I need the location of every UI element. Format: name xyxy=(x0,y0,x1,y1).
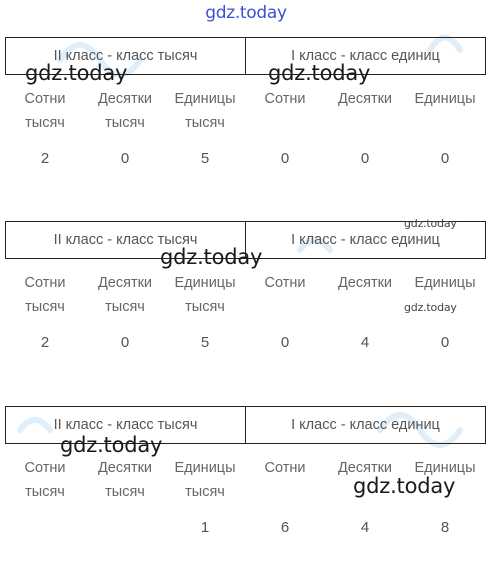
digit-cell: 0 xyxy=(120,150,130,167)
digit-cell: 2 xyxy=(40,150,50,167)
rank-label: Единицы тысяч xyxy=(174,91,236,131)
watermark-text: gdz.today xyxy=(353,474,456,498)
watermark-text: gdz.today xyxy=(60,433,163,457)
class-units-header: I класс - класс единиц xyxy=(245,38,485,74)
class-units-header: I класс - класс единиц xyxy=(245,407,485,443)
class-thousands-header: II класс - класс тысяч xyxy=(53,48,198,64)
digit-cell: 6 xyxy=(280,519,290,536)
place-value-table-1 xyxy=(5,37,486,187)
place-value-table-2 xyxy=(5,221,486,371)
digit-cell: 4 xyxy=(360,334,370,351)
rank-label: Десятки тысяч xyxy=(97,460,153,500)
rank-label: Сотни тысяч xyxy=(24,275,66,315)
digit-cell: 0 xyxy=(440,334,450,351)
rank-label: Сотни xyxy=(264,91,306,107)
rank-label: Десятки тысяч xyxy=(97,275,153,315)
rank-label: Сотни тысяч xyxy=(24,460,66,500)
digit-cell: 5 xyxy=(200,334,210,351)
class-thousands-header: II класс - класс тысяч xyxy=(53,232,198,248)
site-watermark-header: gdz.today xyxy=(205,3,287,23)
rank-label: Сотни xyxy=(264,275,306,291)
digit-cell: 0 xyxy=(280,334,290,351)
watermark-text: gdz.today xyxy=(25,61,128,85)
digit-cell: 0 xyxy=(440,150,450,167)
rank-label: Единицы тысяч xyxy=(174,275,236,315)
rank-label: Десятки xyxy=(337,91,393,107)
digit-cell: 2 xyxy=(40,334,50,351)
rank-label: Единицы xyxy=(414,91,476,107)
rank-label: Десятки xyxy=(337,275,393,291)
rank-label: Десятки тысяч xyxy=(97,91,153,131)
digit-cell: 0 xyxy=(280,150,290,167)
watermark-text: gdz.today xyxy=(268,61,371,85)
rank-label: Единицы xyxy=(414,275,476,291)
rank-label: Десятки xyxy=(337,460,393,476)
digit-cell: 4 xyxy=(360,519,370,536)
digit-cell: 8 xyxy=(440,519,450,536)
rank-label: Сотни xyxy=(264,460,306,476)
rank-label: Единицы тысяч xyxy=(174,460,236,500)
watermark-text: gdz.today xyxy=(404,217,457,230)
digit-cell: 0 xyxy=(120,334,130,351)
digit-cell: 1 xyxy=(200,519,210,536)
class-units-header: I класс - класс единиц xyxy=(245,222,485,258)
rank-label: Единицы xyxy=(414,460,476,476)
watermark-text: gdz.today xyxy=(404,301,457,314)
watermark-text: gdz.today xyxy=(160,245,263,269)
digit-cell: 0 xyxy=(360,150,370,167)
digit-cell: 5 xyxy=(200,150,210,167)
class-thousands-header: II класс - класс тысяч xyxy=(53,417,198,433)
rank-label: Сотни тысяч xyxy=(24,91,66,131)
